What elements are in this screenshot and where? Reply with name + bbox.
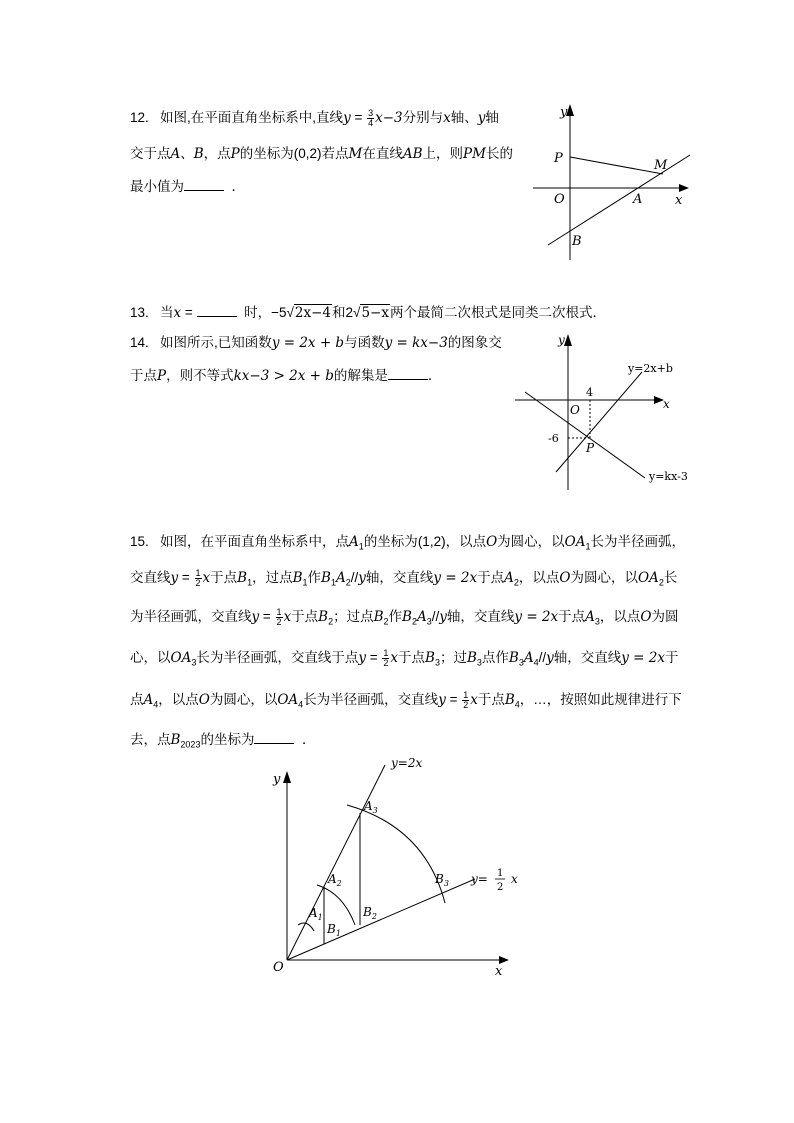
q15-line-4: 心，以$OA_3$长为半径画弧，交直线于点y = $\frac{1}{2}$ x于点$B_3$；过$B_3$点作$B_3A_4//y$轴，交直线y = 2x于 — [130, 647, 679, 668]
point-a3-label: $A_3$ — [364, 799, 378, 815]
line-label-half-num: 1 — [497, 868, 504, 879]
answer-blank — [184, 176, 224, 191]
point-p-label: P — [554, 151, 563, 166]
q12-figure — [530, 100, 700, 265]
radical: 5−x — [361, 305, 389, 321]
q12-line-3: 最小值为 ． — [130, 176, 245, 197]
q12-number: 12. — [130, 110, 149, 125]
y-axis-label: y — [273, 772, 281, 787]
q15-line-5: 点$A_4$，以点O为圆心，以$OA_4$长为半径画弧，交直线y = $\frac{1}{2}$ x于点$B_4$，…，按照如此规律进行下 — [130, 689, 682, 710]
x-axis-label: x — [663, 397, 670, 411]
line-label-half-x: y= — [471, 872, 488, 886]
origin-label: O — [273, 960, 284, 975]
q15-line-1: 15. 如图，在平面直角坐标系中，点$A_1$的坐标为(1,2)，以点O为圆心，以$OA_1$长为半径画弧， — [130, 534, 685, 552]
q15-line-2: 交直线y = $\frac{1}{2}$ x于点$B_1$，过点$B_1$作$B_1A_2//y$轴，交直线y = 2x于点$A_2$，以点O为圆心，以$OA_2$长 — [130, 567, 678, 588]
x-axis-label: x — [675, 193, 683, 208]
q15-line-6: 去，点$B_{2023}$的坐标为 ． — [130, 729, 315, 755]
q15-figure — [265, 755, 535, 980]
answer-blank — [197, 302, 237, 317]
radical: 2x−4 — [294, 305, 332, 321]
q12-line-1: 12. 如图,在平面直角坐标系中,直线y = $\frac{3}{4}$ x−3分别与x轴、y轴 — [130, 107, 499, 128]
point-b2-label: $B_2$ — [363, 905, 377, 921]
point-p-label: P — [586, 441, 595, 455]
point-b1-label: $B_1$ — [327, 922, 341, 938]
point-a-label: A — [633, 192, 643, 207]
q13-line: 13. 当x = 时，−5√2x−4和2√5−x两个最简二次根式是同类二次根式． — [130, 302, 606, 323]
tick-label-minus-6: -6 — [548, 432, 559, 445]
point-a2-label: $A_2$ — [328, 872, 342, 888]
q15-line-3: 为半径画弧，交直线y = $\frac{1}{2}$ x于点$B_2$；过点$B_2$作$B_2A_3//y$轴，交直线y = 2x于点$A_3$，以点O为圆 — [130, 606, 679, 627]
tick-label-4: 4 — [586, 386, 593, 399]
q13-number: 13. — [130, 305, 149, 320]
line-label-kx-3: y=kx-3 — [649, 470, 688, 483]
line-label-2x-b: y=2x+b — [628, 362, 673, 375]
point-b3-label: $B_3$ — [435, 872, 449, 888]
q14-line-1: 14. 如图所示,已知函数y = 2x + b与函数y = kx−3的图象交 — [130, 335, 502, 351]
line-label-2x: y=2x — [391, 756, 423, 770]
answer-blank — [388, 365, 428, 380]
fraction: $\frac{3}{4}$ — [368, 107, 374, 128]
q14-figure — [510, 330, 700, 495]
point-b-label: B — [572, 234, 582, 249]
point-m-label: M — [654, 158, 668, 173]
origin-label: O — [570, 403, 580, 417]
y-axis-label: y — [560, 105, 568, 120]
x-axis-label: x — [495, 964, 503, 979]
q14-number: 14. — [130, 335, 149, 350]
line-label-half-den: 2 — [497, 882, 504, 893]
origin-label: O — [554, 192, 565, 207]
point-a1-label: $A_1$ — [309, 906, 323, 922]
q15-number: 15. — [130, 534, 149, 549]
q12-line-2: 交于点A、B，点P的坐标为(0,2)若点M在直线AB上，则PM长的 — [130, 146, 513, 162]
answer-blank — [254, 729, 294, 744]
y-axis-label: y — [558, 333, 565, 347]
line-label-half-x-var: x — [511, 872, 518, 886]
q14-line-2: 于点P，则不等式kx−3 > 2x + b的解集是 ． — [130, 365, 441, 386]
